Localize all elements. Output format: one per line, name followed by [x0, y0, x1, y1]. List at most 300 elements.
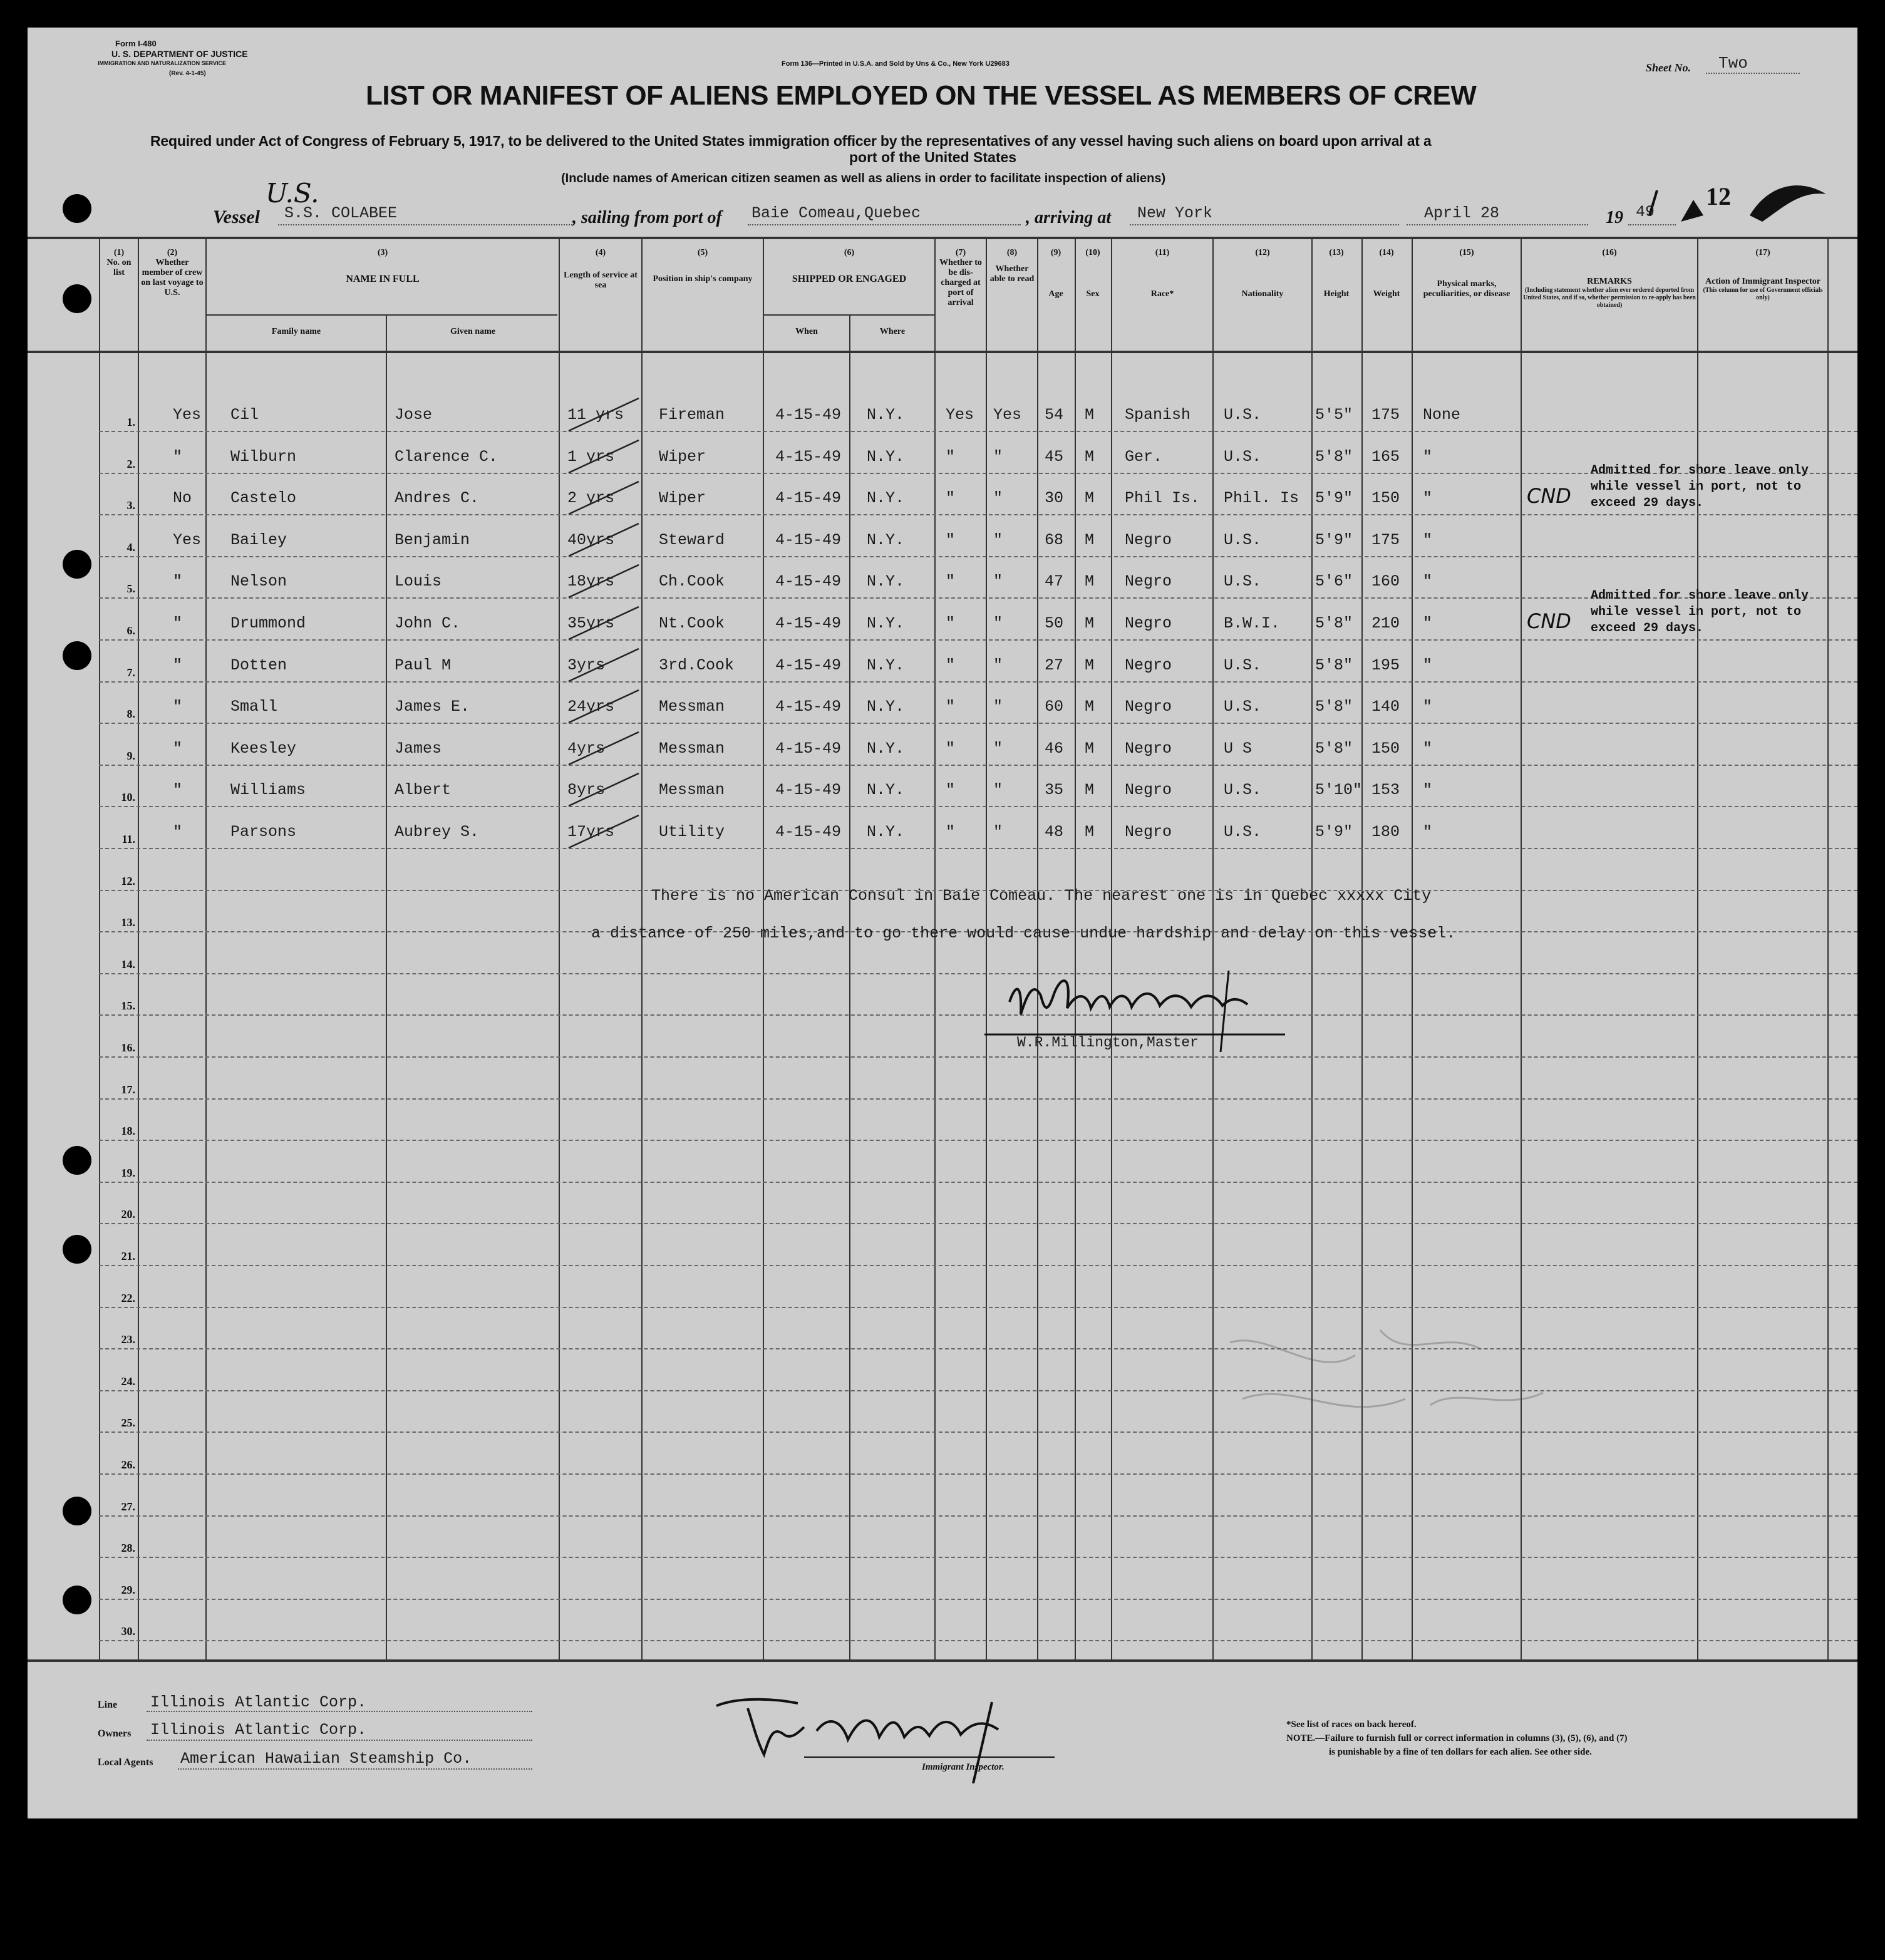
cell-discharged: "	[946, 530, 956, 549]
year-suffix: 49	[1636, 203, 1655, 221]
cell-last: No	[173, 489, 192, 508]
cell-discharged: "	[946, 572, 956, 591]
cell-marks: "	[1423, 614, 1433, 632]
cell-service: 35yrs	[567, 614, 615, 632]
cell-when: 4-15-49	[775, 530, 842, 549]
punch-hole	[63, 550, 91, 579]
owners-value: Illinois Atlantic Corp.	[150, 1721, 367, 1739]
punch-hole	[63, 1235, 91, 1264]
cell-sex: M	[1085, 614, 1095, 632]
page-title: LIST OR MANIFEST OF ALIENS EMPLOYED ON THE VESSEL AS MEMBERS OF CREW	[366, 80, 1477, 111]
cell-where: N.Y.	[867, 739, 905, 758]
row-rule	[99, 1056, 1857, 1058]
cell-discharged: "	[946, 614, 956, 632]
row-rule	[99, 514, 1857, 515]
cnd-mark: CND	[1527, 609, 1571, 633]
cell-last: "	[173, 698, 183, 716]
row-number: 15.	[121, 999, 135, 1013]
owners-label: Owners	[98, 1728, 132, 1739]
col-header-11: (11) Race*	[1150, 248, 1174, 299]
check-stroke-mark	[566, 396, 641, 433]
cell-when: 4-15-49	[775, 572, 842, 591]
cell-where: N.Y.	[867, 614, 905, 632]
col-header-3: (3) NAME IN FULL	[346, 248, 420, 284]
cell-height: 5'8"	[1315, 447, 1353, 466]
subheader-rule	[207, 314, 557, 316]
cell-where: N.Y.	[867, 489, 905, 508]
col-divider	[763, 238, 764, 1661]
cell-last: "	[173, 823, 183, 841]
row-rule	[99, 1223, 1857, 1224]
row-number: 25.	[121, 1416, 135, 1430]
cell-discharged: Yes	[946, 406, 974, 424]
row-number: 8.	[127, 708, 135, 721]
sheet-number: Two	[1718, 54, 1748, 73]
cell-marks: "	[1423, 572, 1433, 591]
col-header-7: (7) Whether to be dis-charged at port of arrival	[939, 248, 982, 307]
punch-hole	[63, 194, 91, 223]
cell-marks: "	[1423, 489, 1433, 508]
col-divider	[1075, 238, 1076, 1661]
cell-discharged: "	[946, 656, 956, 674]
arriving-label: , arriving at	[1026, 208, 1112, 227]
row-number: 30.	[121, 1625, 135, 1638]
cell-last: "	[173, 656, 183, 674]
cell-height: 5'9"	[1315, 489, 1353, 508]
cell-marks: "	[1423, 656, 1433, 674]
cell-read: "	[993, 739, 1003, 758]
manifest-sheet	[28, 28, 1857, 1818]
agents-value: American Hawaiian Steamship Co.	[180, 1750, 472, 1768]
row-rule	[99, 556, 1857, 557]
row-number: 10.	[121, 791, 135, 804]
col-header-15: (15) Physical marks, peculiarities, or disease	[1423, 248, 1511, 299]
col-divider	[1827, 238, 1829, 1661]
punch-hole	[63, 1586, 91, 1614]
row-number: 18.	[121, 1125, 135, 1138]
row-number: 6.	[127, 624, 135, 637]
cell-age: 47	[1045, 572, 1064, 591]
col-header-8: (8) Whether able to read	[989, 248, 1035, 284]
cell-service: 4yrs	[567, 739, 606, 758]
line-blank	[147, 1711, 532, 1712]
cell-discharged: "	[946, 823, 956, 841]
cell-race: Negro	[1125, 656, 1172, 674]
cell-read: "	[993, 781, 1003, 800]
row-number: 2.	[127, 457, 135, 470]
row-rule	[99, 1557, 1857, 1558]
cell-read: "	[993, 489, 1003, 508]
col-divider	[386, 316, 387, 1661]
footer-note-1: *See list of races on back hereof.	[1286, 1720, 1417, 1730]
cell-race: Ger.	[1125, 447, 1163, 466]
cell-where: N.Y.	[867, 406, 905, 424]
cell-weight: 150	[1371, 489, 1400, 508]
subtitle-line-2: port of the United States	[849, 149, 1017, 165]
cell-sex: M	[1085, 530, 1095, 549]
check-stroke-mark	[566, 646, 641, 684]
check-stroke-mark	[566, 688, 641, 725]
cell-weight: 210	[1371, 614, 1400, 632]
cell-height: 5'9"	[1315, 530, 1353, 549]
col-header-14: (14) Weight	[1373, 248, 1400, 299]
cell-position: Messman	[659, 698, 725, 716]
cell-read: "	[993, 530, 1003, 549]
vessel-blank	[278, 224, 572, 225]
row-number: 9.	[127, 749, 135, 762]
col-divider	[934, 238, 936, 1661]
cell-discharged: "	[946, 447, 956, 466]
punch-hole	[63, 284, 91, 313]
cell-family: Williams	[230, 781, 306, 800]
row-number: 11.	[121, 833, 135, 845]
row-number: 13.	[121, 916, 135, 929]
cell-sex: M	[1085, 823, 1095, 841]
sheet-label: Sheet No.	[1646, 61, 1691, 74]
cell-remarks: Admitted for shore leave only while vessel in port, not to exceed 29 days.	[1591, 589, 1809, 636]
col-header-4: (4) Length of service at sea	[564, 248, 638, 290]
col-header-16: (16) REMARKS (Including statement whether alien ever ordered deported from United States, and if so, whether permission to re-apply has been obtained)	[1523, 248, 1696, 309]
row-number: 20.	[121, 1208, 135, 1221]
line-label: Line	[98, 1700, 118, 1710]
cell-when: 4-15-49	[775, 781, 842, 800]
cell-given: Aubrey S.	[395, 823, 480, 841]
row-rule	[99, 1098, 1857, 1100]
check-stroke-mark	[566, 438, 641, 475]
cell-position: Utility	[659, 823, 725, 841]
cell-service: 3yrs	[567, 656, 606, 674]
cell-family: Parsons	[230, 823, 297, 841]
cell-race: Negro	[1125, 781, 1172, 800]
cell-height: 5'5"	[1315, 406, 1353, 424]
col-divider	[641, 238, 643, 1661]
col-header-9: (9) Age	[1048, 248, 1063, 299]
row-rule	[99, 723, 1857, 724]
cell-service: 24yrs	[567, 698, 615, 716]
cell-last: Yes	[173, 530, 202, 549]
col-divider	[1037, 238, 1038, 1661]
row-rule	[99, 973, 1857, 974]
cell-nationality: U.S.	[1224, 823, 1262, 841]
cell-weight: 153	[1371, 781, 1400, 800]
col-header-2: (2) Whether member of crew on last voyage to U.S.	[141, 248, 204, 297]
cell-race: Negro	[1125, 530, 1172, 549]
row-number: 19.	[121, 1166, 135, 1179]
cell-where: N.Y.	[867, 698, 905, 716]
cell-age: 60	[1045, 698, 1064, 716]
row-rule	[99, 1348, 1857, 1349]
cell-when: 4-15-49	[775, 406, 842, 424]
master-name-typed: W.R.Millington,Master	[1017, 1034, 1199, 1051]
cell-service: 1 yrs	[567, 447, 615, 466]
cell-sex: M	[1085, 739, 1095, 758]
cell-nationality: U.S.	[1224, 530, 1262, 549]
cell-race: Negro	[1125, 739, 1172, 758]
arrival-date: April 28	[1424, 204, 1500, 222]
vessel-label: Vessel	[213, 207, 260, 227]
cell-when: 4-15-49	[775, 656, 842, 674]
col-divider	[559, 238, 560, 1661]
cell-family: Drummond	[230, 614, 306, 632]
cell-position: Fireman	[659, 406, 725, 424]
cell-weight: 150	[1371, 739, 1400, 758]
cell-service: 18yrs	[567, 572, 615, 591]
col-header-3a: Family name	[271, 327, 321, 336]
owners-blank	[147, 1740, 532, 1741]
cell-position: Messman	[659, 781, 725, 800]
table-top-rule	[28, 237, 1857, 239]
cell-nationality: U.S.	[1224, 698, 1262, 716]
col-divider	[1412, 238, 1413, 1661]
cell-where: N.Y.	[867, 530, 905, 549]
cell-marks: None	[1423, 406, 1461, 424]
cell-read: "	[993, 614, 1003, 632]
row-rule	[99, 1640, 1857, 1641]
row-number: 4.	[127, 540, 135, 554]
cell-last: "	[173, 572, 183, 591]
cell-given: Benjamin	[395, 530, 470, 549]
cell-nationality: U.S.	[1224, 406, 1262, 424]
cell-given: Clarence C.	[395, 447, 498, 466]
cell-service: 8yrs	[567, 781, 606, 800]
printer-line: Form 136—Printed in U.S.A. and Sold by Uns & Co., New York U29683	[782, 60, 1010, 68]
cell-service: 11 yrs	[567, 406, 624, 424]
row-rule	[99, 1014, 1857, 1016]
col-divider	[1111, 238, 1112, 1661]
check-stroke-mark	[566, 604, 641, 642]
check-stroke-mark	[566, 521, 641, 559]
vessel-annotation: U.S.	[266, 178, 319, 209]
cell-read: "	[993, 447, 1003, 466]
check-stroke-mark	[566, 562, 641, 600]
col-header-3b: Given name	[450, 327, 495, 336]
cell-weight: 160	[1371, 572, 1400, 591]
cell-given: Albert	[395, 781, 452, 800]
subtitle-line-1: Required under Act of Congress of February 5, 1917, to be delivered to the United States immigration officer by the representatives of any vessel having such aliens on board upon arrival at a	[150, 133, 1432, 149]
row-rule	[99, 765, 1857, 766]
cell-given: James	[395, 739, 442, 758]
cell-position: Wiper	[659, 447, 706, 466]
cell-nationality: U.S.	[1224, 656, 1262, 674]
cell-nationality: U.S.	[1224, 781, 1262, 800]
header-bottom-rule	[28, 351, 1857, 353]
cell-where: N.Y.	[867, 823, 905, 841]
cell-sex: M	[1085, 489, 1095, 508]
corner-mark: 12	[1706, 182, 1731, 210]
table-bottom-rule	[28, 1659, 1857, 1662]
cell-where: N.Y.	[867, 447, 905, 466]
check-stroke-mark	[566, 813, 641, 850]
cell-age: 46	[1045, 739, 1064, 758]
cell-discharged: "	[946, 739, 956, 758]
cell-read: "	[993, 656, 1003, 674]
row-rule	[99, 431, 1857, 432]
col-header-6b: Where	[879, 327, 906, 336]
cell-last: "	[173, 781, 183, 800]
cell-where: N.Y.	[867, 656, 905, 674]
cell-where: N.Y.	[867, 572, 905, 591]
cell-when: 4-15-49	[775, 698, 842, 716]
cell-sex: M	[1085, 447, 1095, 466]
port-to: New York	[1137, 204, 1213, 222]
col-divider	[205, 238, 207, 1661]
subtitle-line-3: (Include names of American citizen seamen as well as aliens in order to facilitate inspection of aliens)	[561, 172, 1166, 185]
cell-nationality: Phil. Is	[1224, 489, 1299, 508]
cell-age: 30	[1045, 489, 1064, 508]
col-divider	[1361, 238, 1363, 1661]
cell-discharged: "	[946, 489, 956, 508]
agents-blank	[178, 1768, 532, 1770]
cell-marks: "	[1423, 781, 1433, 800]
cell-service: 2 yrs	[567, 489, 615, 508]
cell-position: Wiper	[659, 489, 706, 508]
row-rule	[99, 1473, 1857, 1475]
row-number: 24.	[121, 1375, 135, 1388]
row-rule	[99, 1515, 1857, 1517]
cell-sex: M	[1085, 781, 1095, 800]
cell-age: 54	[1045, 406, 1064, 424]
cell-last: Yes	[173, 406, 202, 424]
cell-position: Steward	[659, 530, 725, 549]
cell-nationality: U.S.	[1224, 572, 1262, 591]
cell-read: Yes	[993, 406, 1022, 424]
cell-family: Nelson	[230, 572, 287, 591]
cell-marks: "	[1423, 447, 1433, 466]
row-number: 3.	[127, 499, 135, 512]
col-header-13: (13) Height	[1323, 248, 1350, 299]
cell-family: Castelo	[230, 489, 297, 508]
cell-race: Negro	[1125, 823, 1172, 841]
col-header-6a: When	[795, 327, 818, 336]
check-stroke-mark	[566, 479, 641, 517]
row-rule	[99, 806, 1857, 807]
cell-age: 27	[1045, 656, 1064, 674]
cell-height: 5'6"	[1315, 572, 1353, 591]
punch-hole	[63, 1497, 91, 1525]
faint-stamp	[1217, 1305, 1568, 1443]
cell-given: James E.	[395, 698, 470, 716]
col-divider	[1212, 238, 1214, 1661]
cell-race: Negro	[1125, 698, 1172, 716]
cell-service: 40yrs	[567, 530, 615, 549]
row-number: 17.	[121, 1083, 135, 1096]
cell-age: 50	[1045, 614, 1064, 632]
date-blank	[1407, 224, 1588, 225]
cell-discharged: "	[946, 781, 956, 800]
cell-weight: 180	[1371, 823, 1400, 841]
cell-weight: 140	[1371, 698, 1400, 716]
punch-hole	[63, 641, 91, 670]
row-number: 28.	[121, 1542, 135, 1555]
row-rule	[99, 1182, 1857, 1183]
statement-line-2: a distance of 250 miles,and to go there would cause undue hardship and delay on this vessel.	[591, 924, 1456, 942]
row-rule	[99, 1265, 1857, 1266]
cell-sex: M	[1085, 698, 1095, 716]
row-number: 22.	[121, 1291, 135, 1304]
inspector-label: Immigrant Inspector.	[922, 1762, 1004, 1772]
row-number: 29.	[121, 1583, 135, 1596]
cell-race: Negro	[1125, 614, 1172, 632]
cell-when: 4-15-49	[775, 489, 842, 508]
cell-when: 4-15-49	[775, 739, 842, 758]
col-header-5: (5) Position in ship's company	[653, 248, 753, 284]
cell-sex: M	[1085, 572, 1095, 591]
sailing-label: , sailing from port of	[572, 208, 722, 227]
cell-family: Dotten	[230, 656, 287, 674]
row-number: 27.	[121, 1500, 135, 1513]
cell-sex: M	[1085, 656, 1095, 674]
cell-race: Spanish	[1125, 406, 1191, 424]
col-divider	[986, 238, 987, 1661]
agents-label: Local Agents	[98, 1757, 153, 1768]
cell-last: "	[173, 447, 183, 466]
cell-weight: 175	[1371, 406, 1400, 424]
col-divider	[849, 316, 850, 1661]
agency-line-2: IMMIGRATION AND NATURALIZATION SERVICE	[98, 60, 226, 66]
sheet-number-blank	[1706, 73, 1800, 74]
cell-weight: 195	[1371, 656, 1400, 674]
cell-height: 5'8"	[1315, 614, 1353, 632]
row-rule	[99, 1599, 1857, 1600]
row-rule	[99, 1431, 1857, 1433]
subheader-rule	[764, 314, 934, 316]
cell-weight: 175	[1371, 530, 1400, 549]
footer-note-3: is punishable by a fine of ten dollars for each alien. See other side.	[1329, 1747, 1592, 1757]
cell-race: Negro	[1125, 572, 1172, 591]
cell-given: Andres C.	[395, 489, 480, 508]
form-number: Form I-480	[115, 39, 157, 48]
cell-last: "	[173, 614, 183, 632]
cell-position: Nt.Cook	[659, 614, 725, 632]
col-header-6: (6) SHIPPED OR ENGAGED	[792, 248, 907, 284]
row-number: 26.	[121, 1458, 135, 1471]
cell-remarks: Admitted for shore leave only while vessel in port, not to exceed 29 days.	[1591, 463, 1809, 511]
year-prefix: 19	[1606, 208, 1623, 227]
cell-given: John C.	[395, 614, 461, 632]
check-stroke-mark	[566, 771, 641, 808]
row-number: 1.	[127, 416, 135, 428]
cell-given: Louis	[395, 572, 442, 591]
cell-nationality: U S	[1224, 739, 1252, 758]
cell-age: 68	[1045, 530, 1064, 549]
row-rule	[99, 1390, 1857, 1391]
row-number: 12.	[121, 874, 135, 887]
cell-given: Jose	[395, 406, 433, 424]
footer-note-2: NOTE.—Failure to furnish full or correct information in columns (3), (5), (6), and (7)	[1286, 1733, 1628, 1743]
cell-read: "	[993, 823, 1003, 841]
cell-where: N.Y.	[867, 781, 905, 800]
cell-height: 5'8"	[1315, 739, 1353, 758]
cell-age: 45	[1045, 447, 1064, 466]
col-header-10: (10) Sex	[1085, 248, 1100, 299]
col-divider	[1311, 238, 1313, 1661]
cell-marks: "	[1423, 739, 1433, 758]
cell-marks: "	[1423, 530, 1433, 549]
row-rule	[99, 1307, 1857, 1308]
cell-when: 4-15-49	[775, 447, 842, 466]
col-header-1: (1) No. on list	[106, 248, 132, 277]
cell-family: Small	[230, 698, 278, 716]
cell-when: 4-15-49	[775, 614, 842, 632]
port-from: Baie Comeau,Quebec	[751, 204, 921, 222]
cell-given: Paul M	[395, 656, 452, 674]
cell-position: Ch.Cook	[659, 572, 725, 591]
vessel-name: S.S. COLABEE	[284, 204, 398, 222]
col-divider	[99, 238, 100, 1661]
row-number: 23.	[121, 1333, 135, 1346]
cell-height: 5'8"	[1315, 698, 1353, 716]
cell-read: "	[993, 572, 1003, 591]
